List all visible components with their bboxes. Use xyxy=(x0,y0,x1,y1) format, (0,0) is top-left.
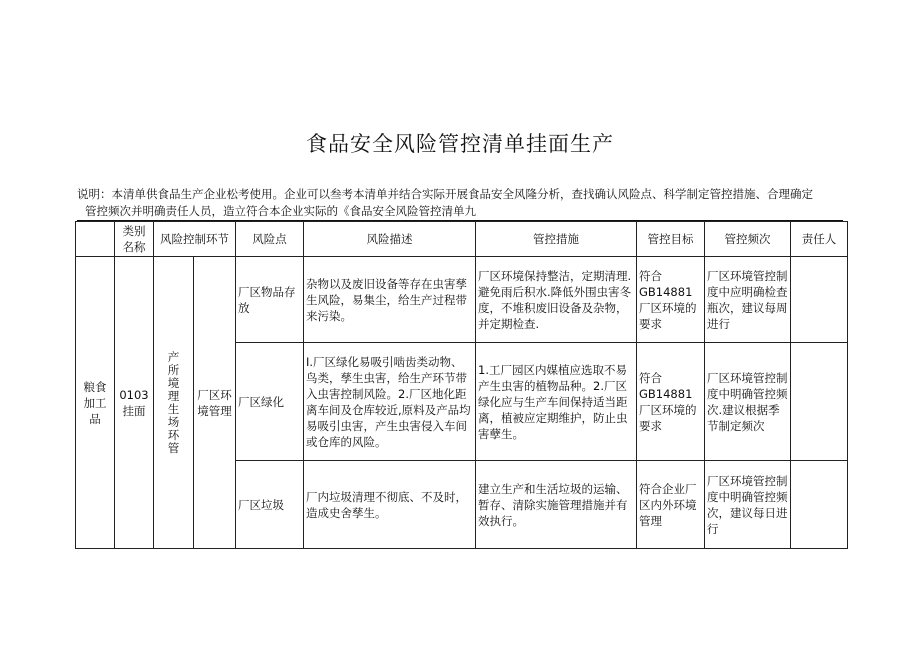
cell-owner xyxy=(791,343,848,461)
cell-code: 0103挂面 xyxy=(115,257,154,549)
cell-risk-description: I.厂区绿化易吸引啮齿类动物、鸟类，孳生虫害，给生产环节带入虫害控制风险。2.厂区地化距离车间及仓库较近,原料及产品均易吸引虫害，产生虫害侵入车间或仓库的风险。 xyxy=(304,343,476,461)
cell-owner xyxy=(791,461,848,549)
stage-char: 管 xyxy=(167,440,180,455)
cell-stage-vertical xyxy=(154,257,194,549)
cell-risk-point: 厂区绿化 xyxy=(236,343,304,461)
header-control-frequency: 管控频次 xyxy=(705,222,791,257)
stage-char: 境 xyxy=(167,375,180,390)
header-blank-1 xyxy=(76,222,115,257)
cell-control-target: 符合企业厂区内外环境管理 xyxy=(637,461,705,549)
cell-risk-point: 厂区垃圾 xyxy=(236,461,304,549)
header-control-stage: 风险控制环节 xyxy=(154,222,236,257)
stage-char: 生 xyxy=(167,401,180,416)
note-line-2: 管控频次并明确责任人员，造立符合本企业实际的《食品安全风险管控清单九 xyxy=(77,203,843,221)
header-risk-description: 风险描述 xyxy=(304,222,476,257)
stage-char: 环 xyxy=(167,427,180,442)
risk-control-table xyxy=(75,221,848,549)
cell-risk-point: 厂区物品存放 xyxy=(236,257,304,343)
header-risk-point: 风险点 xyxy=(236,222,304,257)
cell-category: 粮食加工品 xyxy=(76,257,115,549)
stage-char: 所 xyxy=(167,362,180,377)
cell-owner xyxy=(791,257,848,343)
header-owner: 责任人 xyxy=(791,222,848,257)
cell-control-measure: 1.工厂园区内媒植应选取不易产生虫害的植物品种。2.厂区绿化应与生产车间保持适当距离，植被应定期维护，防止虫害孽生。 xyxy=(476,343,637,461)
cell-control-measure: 建立生产和生活垃圾的运输、暂存、清除实施管理措施并有效执行。 xyxy=(476,461,637,549)
note-line-1: 说明：本清单供食品生产企业松考使用。企业可以叁考本清单并结合实际开展食品安全风隆分析，查找确认风险点、科学制定管控措施、合理确定 xyxy=(77,187,813,201)
cell-sub-stage: 厂区环境管理 xyxy=(194,257,236,549)
header-control-measure: 管控措施 xyxy=(476,222,637,257)
header-category: 类别名称 xyxy=(115,222,154,257)
cell-control-target: 符合GB14881厂区环境的要求 xyxy=(637,257,705,343)
cell-control-frequency: 厂区环境管控制度中应明确检查瓶次，建议每周进行 xyxy=(705,257,791,343)
stage-char: 产 xyxy=(167,349,180,364)
page-title: 食品安全风险管控清单挂面生产 xyxy=(306,132,614,156)
cell-risk-description: 厂内垃圾清理不彻底、不及时，造成史舍孳生。 xyxy=(304,461,476,549)
stage-char: 理 xyxy=(167,388,180,403)
table-row xyxy=(76,257,848,343)
header-control-target: 管控目标 xyxy=(637,222,705,257)
table-header-row xyxy=(76,222,848,257)
stage-char: 场 xyxy=(167,414,180,429)
cell-risk-description: 杂物以及废旧设备等存在虫害孳生风险，易集尘，给生产过程带来污染。 xyxy=(304,257,476,343)
description-note xyxy=(77,186,847,221)
cell-control-frequency: 厂区环境管控制度中明确管控频次，建议每日进行 xyxy=(705,461,791,549)
cell-control-target: 符合GB14881厂区环境的要求 xyxy=(637,343,705,461)
cell-control-measure: 厂区环境保持整洁，定期清理.避免雨后积水.降低外围虫害冬度，不堆积废旧设备及杂物，并定期检查. xyxy=(476,257,637,343)
cell-control-frequency: 厂区环境管控制度中明确管控频次.建议根据季节制定频次 xyxy=(705,343,791,461)
